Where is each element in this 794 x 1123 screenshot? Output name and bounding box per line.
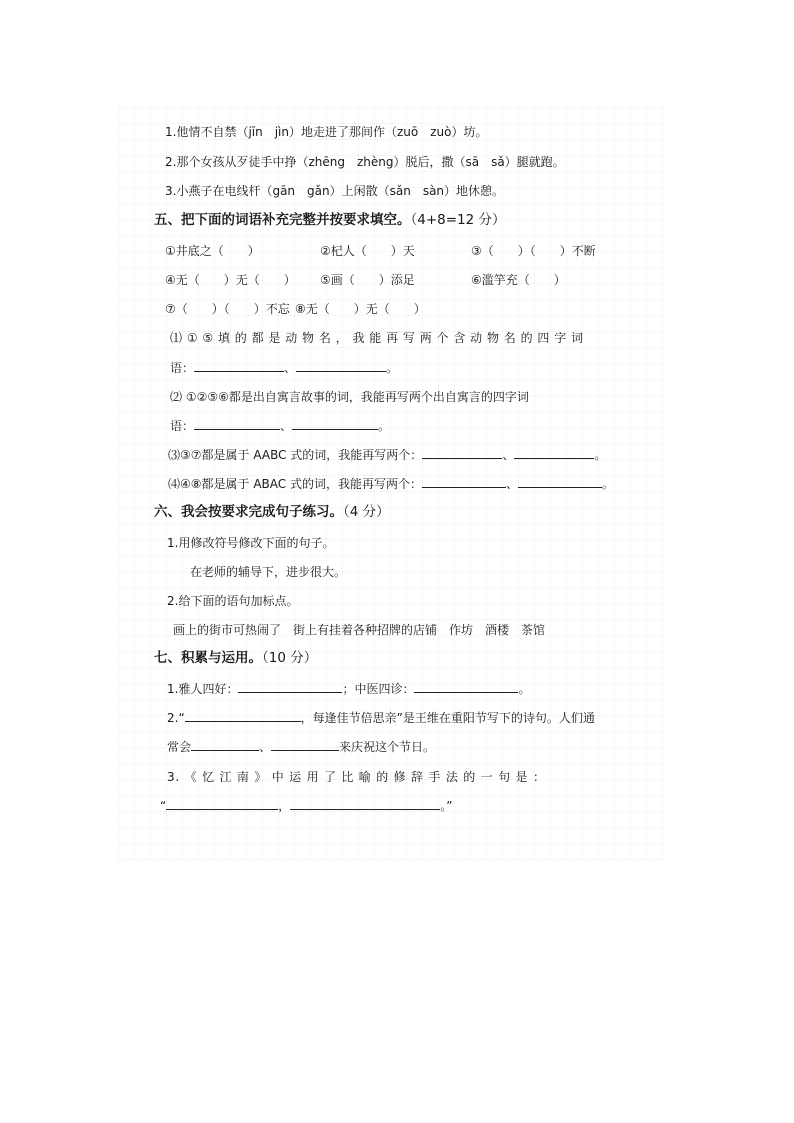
pinyin-item-1: 1.他情不自禁（jīn jìn）地走进了那间作（zuō zuò）坊。 bbox=[165, 125, 488, 139]
idiom-cell-8: ⑧无（ ）无（ ） bbox=[295, 302, 426, 316]
answer-blank[interactable] bbox=[514, 446, 594, 459]
idiom-cell-6: ⑥滥竽充（ ） bbox=[471, 273, 566, 287]
question-5-3 bbox=[168, 446, 606, 464]
question-5-2-prefix: 语： bbox=[170, 419, 195, 433]
answer-blank[interactable] bbox=[185, 709, 301, 722]
separator: 、 bbox=[280, 419, 293, 433]
answer-blank[interactable] bbox=[414, 680, 518, 693]
answer-blank[interactable] bbox=[422, 475, 506, 488]
question-6-1: 1.用修改符号修改下面的句子。 bbox=[167, 536, 335, 550]
idiom-cell-1: ①井底之（ ） bbox=[165, 244, 260, 258]
close-quote: 。” bbox=[440, 799, 453, 813]
answer-blank[interactable] bbox=[290, 797, 440, 810]
open-quote: “ bbox=[160, 799, 167, 813]
separator: 、 bbox=[259, 740, 272, 754]
section-5-heading bbox=[154, 211, 506, 229]
section-5-points: （4+8=12 分） bbox=[410, 212, 506, 228]
question-5-4 bbox=[168, 475, 614, 493]
separator: 、 bbox=[505, 477, 518, 491]
answer-blank[interactable] bbox=[238, 680, 342, 693]
period: 。 bbox=[594, 448, 607, 462]
section-6-title: 六、我会按要求完成句子练习。 bbox=[154, 504, 343, 520]
answer-blank[interactable] bbox=[194, 359, 284, 372]
question-7-2-text-a: 2.“ bbox=[167, 711, 185, 725]
question-6-2-sentence: 画上的街市可热闹了 街上有挂着各种招牌的店铺 作坊 酒楼 茶馆 bbox=[173, 623, 546, 637]
idiom-cell-7: ⑦（ ）（ ）不忘 bbox=[165, 302, 290, 316]
comma: ， bbox=[278, 799, 291, 813]
pinyin-item-3: 3.小燕子在电线杆（gān gǎn）上闲散（sǎn sàn）地休憩。 bbox=[165, 184, 505, 198]
separator: 、 bbox=[284, 361, 297, 375]
separator: 、 bbox=[502, 448, 515, 462]
idiom-cell-3: ③（ ）（ ）不断 bbox=[471, 244, 596, 258]
section-7-heading bbox=[154, 649, 317, 667]
answer-blank[interactable] bbox=[518, 475, 602, 488]
answer-blank[interactable] bbox=[296, 359, 386, 372]
idiom-cell-4: ④无（ ）无（ ） bbox=[165, 273, 296, 287]
answer-blank[interactable] bbox=[166, 797, 278, 810]
section-6-points: （4 分） bbox=[343, 504, 390, 520]
question-7-1 bbox=[167, 680, 530, 698]
question-5-3-text: ⑶③⑦都是属于 AABC 式的词，我能再写两个： bbox=[168, 448, 423, 462]
question-7-3-line1: 3. 《 忆 江 南 》 中 运 用 了 比 喻 的 修 辞 手 法 的 一 句 是 ： bbox=[167, 770, 546, 784]
section-7-points: （10 分） bbox=[262, 650, 318, 666]
period: 。 bbox=[601, 477, 614, 491]
question-6-2: 2.给下面的语句加标点。 bbox=[167, 594, 299, 608]
question-5-2-line1: ⑵ ①②⑤⑥都是出自寓言故事的词，我能再写两个出自寓言的四字词 bbox=[170, 390, 529, 404]
question-7-2-line2 bbox=[167, 738, 435, 756]
pinyin-item-2: 2.那个女孩从歹徒手中挣（zhēng zhèng）脱后，撒（sā sǎ）腿就跑。 bbox=[165, 155, 565, 169]
section-6-heading bbox=[154, 503, 390, 521]
answer-blank[interactable] bbox=[422, 446, 502, 459]
idiom-cell-2: ②杞人（ ）天 bbox=[320, 244, 415, 258]
answer-blank[interactable] bbox=[191, 738, 259, 751]
section-5-title: 五、把下面的词语补充完整并按要求填空。 bbox=[154, 212, 411, 228]
answer-blank[interactable] bbox=[194, 417, 280, 430]
question-7-2-text-d: 来庆祝这个节日。 bbox=[339, 740, 436, 754]
question-5-1-prefix: 语： bbox=[170, 361, 195, 375]
question-5-2-line2 bbox=[170, 417, 390, 435]
question-7-1-text-b: ；中医四诊： bbox=[342, 682, 415, 696]
question-7-1-text-a: 1.雅人四好： bbox=[167, 682, 239, 696]
section-7-title: 七、积累与运用。 bbox=[154, 650, 262, 666]
question-5-1-line2 bbox=[170, 359, 398, 377]
question-7-1-text-c: 。 bbox=[518, 682, 531, 696]
question-7-2-text-c: 常会 bbox=[167, 740, 192, 754]
idiom-cell-5: ⑤画（ ）添足 bbox=[320, 273, 415, 287]
period: 。 bbox=[378, 419, 391, 433]
question-7-2-text-b: ，每逢佳节倍思亲”是王维在重阳节写下的诗句。人们通 bbox=[300, 711, 595, 725]
question-5-4-text: ⑷④⑧都是属于 ABAC 式的词，我能再写两个： bbox=[168, 477, 422, 491]
question-7-3-line2 bbox=[160, 797, 452, 815]
period: 。 bbox=[386, 361, 399, 375]
answer-blank[interactable] bbox=[292, 417, 378, 430]
question-5-1-line1: ⑴ ① ⑤ 填 的 都 是 动 物 名 ， 我 能 再 写 两 个 含 动 物 名 的 四 字 词 bbox=[170, 331, 584, 345]
question-6-1-sentence: 在老师的辅导下，进步很大。 bbox=[190, 565, 347, 579]
answer-blank[interactable] bbox=[271, 738, 339, 751]
question-7-2-line1 bbox=[167, 709, 595, 727]
